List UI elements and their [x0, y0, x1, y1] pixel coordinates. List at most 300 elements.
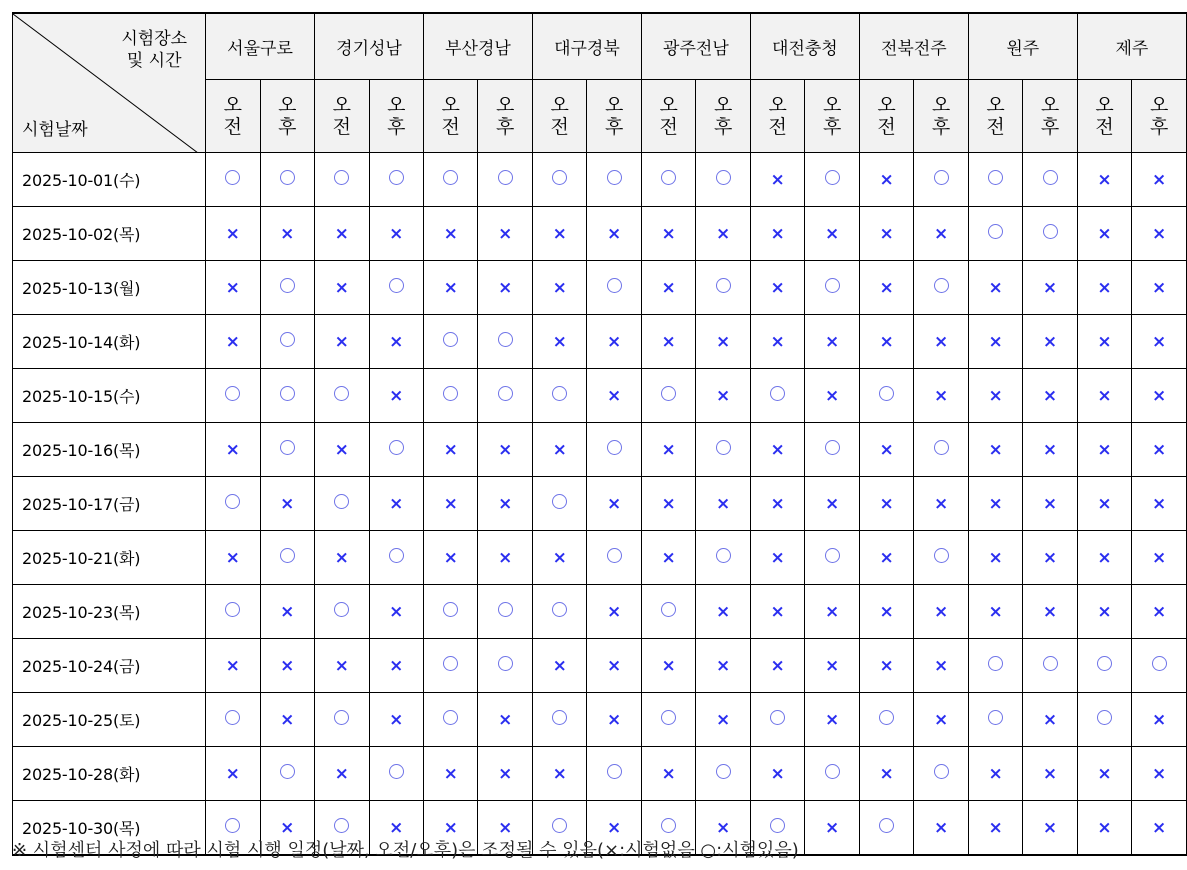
cross-icon: ×: [824, 602, 840, 622]
cross-icon: ×: [770, 440, 785, 460]
slot-unavailable: [369, 693, 423, 747]
slot-available: [1023, 153, 1077, 207]
cross-icon: ×: [1152, 332, 1167, 352]
cross-icon: ×: [661, 764, 676, 784]
slot-unavailable: [423, 531, 477, 585]
circle-icon: [443, 602, 458, 617]
slot-unavailable: [750, 207, 804, 261]
circle-icon: [607, 764, 622, 779]
circle-icon: [334, 386, 349, 401]
circle-icon: [498, 170, 513, 185]
slot-available: [206, 153, 260, 207]
cross-icon: ×: [770, 278, 785, 298]
circle-icon: [280, 332, 295, 347]
cross-icon: ×: [1097, 224, 1112, 244]
slot-unavailable: [532, 531, 586, 585]
circle-icon: [389, 278, 404, 293]
slot-unavailable: [1132, 531, 1187, 585]
slot-available: [260, 747, 314, 801]
circle-icon: [1043, 170, 1058, 185]
slot-available: [369, 261, 423, 315]
circle-icon: [770, 818, 785, 833]
slot-available: [968, 693, 1022, 747]
cross-icon: ×: [879, 602, 894, 622]
circle-icon: [498, 332, 513, 347]
slot-available: [206, 585, 260, 639]
cross-icon: ×: [879, 494, 894, 514]
slot-unavailable: [914, 693, 968, 747]
cross-icon: ×: [770, 494, 785, 514]
circle-icon: [225, 710, 240, 725]
slot-available: [369, 747, 423, 801]
slot-available: [206, 369, 260, 423]
slot-unavailable: [532, 261, 586, 315]
cross-icon: ×: [334, 548, 349, 568]
slot-available: [260, 531, 314, 585]
cross-icon: ×: [770, 548, 785, 568]
slot-unavailable: [1077, 153, 1131, 207]
am-header: 오 전: [206, 80, 260, 153]
slot-unavailable: [1023, 747, 1077, 801]
exam-schedule-table: [12, 12, 1187, 856]
circle-icon: [716, 440, 731, 455]
slot-unavailable: [206, 639, 260, 693]
circle-icon: [334, 818, 349, 833]
slot-unavailable: [968, 585, 1022, 639]
slot-unavailable: [805, 477, 859, 531]
footnote: ※ 시험센터 사정에 따라 시험 시행 일정(날짜, 오전/오후)은 조정될 수 있음(×:시험없음 ○:시험있음): [12, 840, 799, 861]
slot-available: [260, 423, 314, 477]
cross-icon: ×: [498, 494, 513, 514]
slot-available: [369, 423, 423, 477]
cross-icon: ×: [933, 224, 949, 244]
cross-icon: ×: [770, 602, 785, 622]
cross-icon: ×: [1152, 440, 1167, 460]
corner-header-cell: [13, 13, 206, 153]
circle-icon: [879, 386, 894, 401]
slot-unavailable: [696, 315, 750, 369]
slot-available: [968, 153, 1022, 207]
slot-unavailable: [914, 477, 968, 531]
cross-icon: ×: [280, 656, 295, 676]
slot-unavailable: [914, 801, 968, 856]
cross-icon: ×: [443, 440, 458, 460]
date-cell: 2025-10-23(목): [13, 585, 206, 639]
cross-icon: ×: [988, 818, 1003, 838]
slot-unavailable: [260, 207, 314, 261]
circle-icon: [607, 170, 622, 185]
slot-unavailable: [1132, 423, 1187, 477]
cross-icon: ×: [988, 278, 1003, 298]
cross-icon: ×: [1097, 332, 1112, 352]
slot-unavailable: [1023, 369, 1077, 423]
circle-icon: [1043, 224, 1058, 239]
cross-icon: ×: [389, 332, 404, 352]
am-header: 오 전: [423, 80, 477, 153]
slot-available: [1077, 693, 1131, 747]
slot-unavailable: [587, 585, 641, 639]
cross-icon: ×: [661, 278, 676, 298]
slot-unavailable: [260, 477, 314, 531]
pm-header: 오 후: [1132, 80, 1187, 153]
circle-icon: [988, 170, 1003, 185]
slot-unavailable: [423, 261, 477, 315]
pm-header: 오 후: [478, 80, 532, 153]
cross-icon: ×: [552, 278, 567, 298]
slot-unavailable: [206, 261, 260, 315]
cross-icon: ×: [716, 494, 731, 514]
slot-available: [914, 153, 968, 207]
date-cell: 2025-10-28(화): [13, 747, 206, 801]
slot-unavailable: [968, 801, 1022, 856]
circle-icon: [552, 170, 567, 185]
cross-icon: ×: [389, 602, 404, 622]
slot-unavailable: [1077, 477, 1131, 531]
cross-icon: ×: [334, 278, 349, 298]
slot-unavailable: [369, 369, 423, 423]
slot-unavailable: [1132, 207, 1187, 261]
cross-icon: ×: [443, 764, 458, 784]
table-row: [13, 693, 1187, 747]
slot-unavailable: [1023, 585, 1077, 639]
cross-icon: ×: [661, 224, 676, 244]
slot-unavailable: [641, 639, 695, 693]
slot-unavailable: [1077, 801, 1131, 856]
location-header-row: [13, 13, 1187, 80]
slot-unavailable: [1023, 477, 1077, 531]
cross-icon: ×: [879, 278, 894, 298]
circle-icon: [280, 440, 295, 455]
cross-icon: ×: [225, 278, 240, 298]
circle-icon: [498, 602, 513, 617]
cross-icon: ×: [552, 764, 567, 784]
circle-icon: [443, 332, 458, 347]
table-row: [13, 531, 1187, 585]
cross-icon: ×: [498, 764, 513, 784]
location-header: 대구경북: [532, 13, 641, 80]
cross-icon: ×: [607, 332, 622, 352]
cross-icon: ×: [552, 656, 567, 676]
slot-unavailable: [641, 315, 695, 369]
slot-available: [478, 153, 532, 207]
circle-icon: [661, 818, 676, 833]
cross-icon: ×: [443, 548, 458, 568]
circle-icon: [225, 494, 240, 509]
circle-icon: [334, 494, 349, 509]
cross-icon: ×: [933, 710, 949, 730]
slot-unavailable: [1077, 531, 1131, 585]
slot-unavailable: [587, 693, 641, 747]
cross-icon: ×: [225, 656, 240, 676]
circle-icon: [825, 278, 840, 293]
slot-available: [423, 315, 477, 369]
slot-unavailable: [369, 585, 423, 639]
slot-unavailable: [315, 261, 369, 315]
slot-unavailable: [1132, 369, 1187, 423]
table-row: [13, 639, 1187, 693]
table-row: [13, 585, 1187, 639]
circle-icon: [825, 548, 840, 563]
slot-unavailable: [859, 423, 913, 477]
cross-icon: ×: [879, 224, 894, 244]
cross-icon: ×: [824, 494, 840, 514]
slot-available: [315, 153, 369, 207]
cross-icon: ×: [1097, 818, 1112, 838]
slot-available: [968, 207, 1022, 261]
circle-icon: [443, 656, 458, 671]
slot-available: [696, 531, 750, 585]
slot-unavailable: [968, 531, 1022, 585]
circle-icon: [716, 548, 731, 563]
cross-icon: ×: [552, 224, 567, 244]
am-header: 오 전: [750, 80, 804, 153]
slot-available: [587, 423, 641, 477]
slot-unavailable: [315, 315, 369, 369]
slot-available: [587, 153, 641, 207]
date-cell: 2025-10-16(목): [13, 423, 206, 477]
circle-icon: [607, 548, 622, 563]
cross-icon: ×: [1097, 278, 1112, 298]
corner-location-line1: 시험장소: [121, 29, 188, 49]
slot-available: [587, 261, 641, 315]
slot-unavailable: [260, 639, 314, 693]
slot-unavailable: [1077, 423, 1131, 477]
cross-icon: ×: [389, 710, 404, 730]
cross-icon: ×: [933, 656, 949, 676]
slot-unavailable: [641, 531, 695, 585]
slot-unavailable: [1132, 693, 1187, 747]
cross-icon: ×: [1097, 386, 1112, 406]
slot-unavailable: [1132, 477, 1187, 531]
cross-icon: ×: [770, 764, 785, 784]
cross-icon: ×: [1042, 548, 1058, 568]
table-row: [13, 423, 1187, 477]
circle-icon: [280, 386, 295, 401]
slot-available: [859, 693, 913, 747]
slot-unavailable: [859, 585, 913, 639]
slot-unavailable: [914, 639, 968, 693]
circle-icon: [1043, 656, 1058, 671]
slot-unavailable: [532, 423, 586, 477]
cross-icon: ×: [1152, 764, 1167, 784]
circle-icon: [389, 440, 404, 455]
slot-unavailable: [315, 207, 369, 261]
cross-icon: ×: [443, 278, 458, 298]
cross-icon: ×: [770, 332, 785, 352]
cross-icon: ×: [824, 224, 840, 244]
slot-available: [859, 801, 913, 856]
slot-available: [914, 261, 968, 315]
slot-unavailable: [750, 423, 804, 477]
cross-icon: ×: [988, 494, 1003, 514]
slot-unavailable: [859, 261, 913, 315]
slot-available: [750, 693, 804, 747]
cross-icon: ×: [1152, 602, 1167, 622]
slot-unavailable: [750, 747, 804, 801]
cross-icon: ×: [933, 602, 949, 622]
slot-available: [260, 261, 314, 315]
cross-icon: ×: [879, 170, 894, 190]
cross-icon: ×: [334, 656, 349, 676]
corner-location-label: [121, 28, 187, 72]
cross-icon: ×: [334, 764, 349, 784]
cross-icon: ×: [1152, 170, 1167, 190]
slot-available: [805, 747, 859, 801]
slot-unavailable: [587, 369, 641, 423]
slot-unavailable: [750, 261, 804, 315]
slot-unavailable: [750, 531, 804, 585]
circle-icon: [552, 818, 567, 833]
slot-available: [260, 315, 314, 369]
slot-available: [1023, 639, 1077, 693]
circle-icon: [825, 170, 840, 185]
cross-icon: ×: [933, 818, 949, 838]
slot-available: [260, 153, 314, 207]
slot-available: [696, 261, 750, 315]
slot-unavailable: [859, 153, 913, 207]
circle-icon: [498, 656, 513, 671]
circle-icon: [934, 764, 949, 779]
cross-icon: ×: [552, 332, 567, 352]
cross-icon: ×: [389, 386, 404, 406]
slot-unavailable: [478, 423, 532, 477]
slot-available: [423, 585, 477, 639]
slot-unavailable: [423, 477, 477, 531]
location-header: 광주전남: [641, 13, 750, 80]
cross-icon: ×: [1097, 170, 1112, 190]
slot-unavailable: [369, 477, 423, 531]
cross-icon: ×: [280, 602, 295, 622]
circle-icon: [770, 386, 785, 401]
circle-icon: [443, 386, 458, 401]
cross-icon: ×: [498, 548, 513, 568]
slot-unavailable: [206, 531, 260, 585]
circle-icon: [552, 602, 567, 617]
slot-unavailable: [805, 639, 859, 693]
circle-icon: [443, 170, 458, 185]
cross-icon: ×: [1152, 710, 1167, 730]
slot-available: [696, 153, 750, 207]
date-cell: 2025-10-21(화): [13, 531, 206, 585]
slot-unavailable: [1132, 261, 1187, 315]
slot-unavailable: [1132, 315, 1187, 369]
cross-icon: ×: [389, 494, 404, 514]
slot-available: [1077, 639, 1131, 693]
cross-icon: ×: [280, 710, 295, 730]
circle-icon: [716, 764, 731, 779]
slot-unavailable: [968, 315, 1022, 369]
slot-unavailable: [1132, 747, 1187, 801]
circle-icon: [879, 818, 894, 833]
circle-icon: [661, 710, 676, 725]
slot-available: [206, 477, 260, 531]
circle-icon: [225, 386, 240, 401]
slot-unavailable: [478, 477, 532, 531]
slot-available: [641, 693, 695, 747]
table-row: [13, 747, 1187, 801]
slot-unavailable: [750, 153, 804, 207]
slot-unavailable: [914, 369, 968, 423]
slot-available: [914, 531, 968, 585]
slot-unavailable: [1077, 315, 1131, 369]
slot-unavailable: [532, 207, 586, 261]
slot-unavailable: [206, 423, 260, 477]
date-cell: 2025-10-24(금): [13, 639, 206, 693]
slot-unavailable: [315, 423, 369, 477]
slot-unavailable: [423, 747, 477, 801]
slot-unavailable: [696, 369, 750, 423]
am-header: 오 전: [532, 80, 586, 153]
date-cell: 2025-10-25(토): [13, 693, 206, 747]
slot-available: [423, 369, 477, 423]
circle-icon: [934, 548, 949, 563]
slot-unavailable: [315, 531, 369, 585]
circle-icon: [1152, 656, 1167, 671]
slot-unavailable: [805, 801, 859, 856]
cross-icon: ×: [443, 494, 458, 514]
cross-icon: ×: [1152, 278, 1167, 298]
cross-icon: ×: [933, 332, 949, 352]
slot-unavailable: [478, 261, 532, 315]
slot-available: [315, 477, 369, 531]
circle-icon: [552, 710, 567, 725]
slot-available: [914, 747, 968, 801]
slot-available: [532, 585, 586, 639]
slot-unavailable: [859, 207, 913, 261]
cross-icon: ×: [334, 224, 349, 244]
date-cell: 2025-10-14(화): [13, 315, 206, 369]
cross-icon: ×: [661, 656, 676, 676]
slot-unavailable: [1132, 801, 1187, 856]
slot-available: [805, 261, 859, 315]
cross-icon: ×: [389, 224, 404, 244]
cross-icon: ×: [1097, 764, 1112, 784]
slot-unavailable: [478, 747, 532, 801]
cross-icon: ×: [933, 386, 949, 406]
circle-icon: [988, 224, 1003, 239]
slot-available: [696, 747, 750, 801]
slot-unavailable: [587, 315, 641, 369]
table-row: [13, 261, 1187, 315]
location-header: 서울구로: [206, 13, 315, 80]
slot-unavailable: [859, 477, 913, 531]
cross-icon: ×: [225, 440, 240, 460]
slot-available: [532, 693, 586, 747]
table-row: [13, 207, 1187, 261]
circle-icon: [1097, 656, 1112, 671]
cross-icon: ×: [770, 224, 785, 244]
slot-available: [805, 531, 859, 585]
cross-icon: ×: [824, 818, 840, 838]
cross-icon: ×: [225, 224, 240, 244]
slot-unavailable: [696, 477, 750, 531]
cross-icon: ×: [334, 332, 349, 352]
slot-unavailable: [587, 477, 641, 531]
slot-unavailable: [1023, 315, 1077, 369]
cross-icon: ×: [1042, 710, 1058, 730]
cross-icon: ×: [389, 818, 404, 838]
slot-unavailable: [1023, 801, 1077, 856]
pm-header: 오 후: [587, 80, 641, 153]
slot-available: [859, 369, 913, 423]
slot-unavailable: [1132, 585, 1187, 639]
slot-unavailable: [805, 693, 859, 747]
cross-icon: ×: [1152, 818, 1167, 838]
slot-available: [914, 423, 968, 477]
circle-icon: [825, 440, 840, 455]
am-header: 오 전: [641, 80, 695, 153]
slot-unavailable: [750, 585, 804, 639]
